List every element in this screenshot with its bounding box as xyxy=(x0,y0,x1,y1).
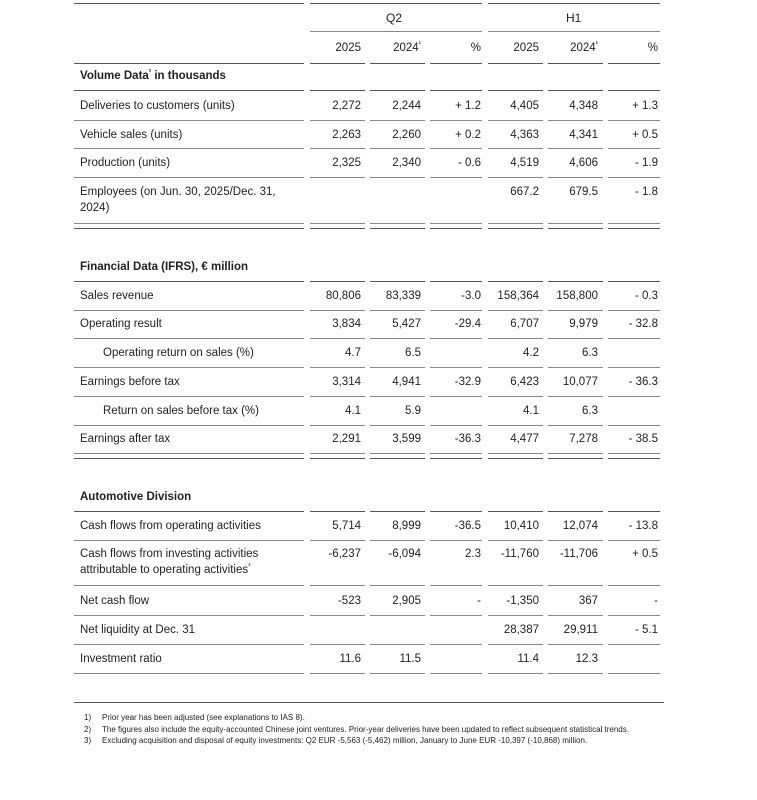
footnote-text: The figures also include the equity-accounted Chinese joint ventures. Prior-year deliveries have been updated to reflect subsequent statistical trends. xyxy=(102,724,629,734)
row-line-seg-3 xyxy=(430,644,482,645)
header-top-line-h1 xyxy=(488,3,660,4)
row-line-seg-5 xyxy=(548,644,603,645)
row-line-seg-1 xyxy=(310,425,365,426)
row-line-seg-3 xyxy=(430,310,482,311)
row-line-seg-0 xyxy=(74,310,304,311)
table-cell: -32.9 xyxy=(454,376,481,388)
row-line-seg-6 xyxy=(608,585,660,586)
row-line-seg-2 xyxy=(370,615,425,616)
section-title-line-seg-4 xyxy=(488,511,543,512)
row-line-seg-0 xyxy=(74,367,304,368)
header-bottom-line-seg-6 xyxy=(608,63,660,64)
row-line-seg-6 xyxy=(608,396,660,397)
table-cell: - xyxy=(477,595,481,607)
table-cell: 5,427 xyxy=(392,318,421,330)
row-label: Employees (on Jun. 30, 2025/Dec. 31, 2024) xyxy=(80,186,276,214)
table-cell: 2,340 xyxy=(392,157,421,169)
table-cell: 158,800 xyxy=(556,290,598,302)
row-line-seg-3 xyxy=(430,453,482,454)
footnotes-top-line xyxy=(74,702,664,703)
table-cell: 11.4 xyxy=(517,653,539,665)
row-label: Earnings after tax xyxy=(80,433,171,445)
table-cell: -29.4 xyxy=(454,318,481,330)
row-line-seg-0 xyxy=(74,615,304,616)
row-line-seg-2 xyxy=(370,223,425,224)
footnote-text: Excluding acquisition and disposal of equity investments: Q2 EUR -5,563 (-5,462) million, January to June EUR -10,397 (-10,868) million. xyxy=(102,736,588,745)
table-cell: 9,979 xyxy=(569,318,598,330)
row-line-seg-0 xyxy=(74,223,304,224)
row-line-seg-6 xyxy=(608,644,660,645)
table-cell: -1,350 xyxy=(506,595,539,607)
table-cell: -3.0 xyxy=(461,290,481,302)
row-label: Sales revenue xyxy=(80,290,154,302)
section-title: Automotive Division xyxy=(80,491,192,503)
section-gap-line-seg-1 xyxy=(310,458,365,459)
row-line-seg-3 xyxy=(430,673,482,674)
row-line-seg-1 xyxy=(310,120,365,121)
table-cell: -6,094 xyxy=(388,548,421,560)
row-line-seg-3 xyxy=(430,615,482,616)
row-line-seg-1 xyxy=(310,453,365,454)
row-line-seg-5 xyxy=(548,425,603,426)
section-gap-line-seg-2 xyxy=(370,458,425,459)
section-gap-line-seg-0 xyxy=(74,458,304,459)
column-header-3: 2025 xyxy=(513,42,539,54)
row-line-seg-5 xyxy=(548,177,603,178)
header-bottom-line-seg-0 xyxy=(74,63,304,64)
table-cell: 3,834 xyxy=(332,318,361,330)
row-label: Earnings before tax xyxy=(80,376,180,388)
row-line-seg-4 xyxy=(488,585,543,586)
table-cell: 6,423 xyxy=(510,376,539,388)
row-label: Vehicle sales (units) xyxy=(80,129,183,141)
row-line-seg-5 xyxy=(548,396,603,397)
row-line-seg-1 xyxy=(310,338,365,339)
row-line-seg-4 xyxy=(488,310,543,311)
table-cell: + 0.5 xyxy=(632,129,658,141)
table-cell: 4,363 xyxy=(510,129,539,141)
row-line-seg-0 xyxy=(74,453,304,454)
row-line-seg-1 xyxy=(310,223,365,224)
section-title-line-seg-1 xyxy=(310,90,365,91)
table-cell: 3,599 xyxy=(392,433,421,445)
table-cell: 29,911 xyxy=(563,624,598,636)
table-cell: - 0.3 xyxy=(634,290,658,302)
table-cell: 11.5 xyxy=(399,653,421,665)
table-cell: + 0.2 xyxy=(455,129,481,141)
table-cell: -36.3 xyxy=(454,433,481,445)
row-line-seg-6 xyxy=(608,453,660,454)
row-line-seg-4 xyxy=(488,148,543,149)
row-line-seg-0 xyxy=(74,644,304,645)
row-line-seg-4 xyxy=(488,615,543,616)
row-line-seg-5 xyxy=(548,148,603,149)
row-line-seg-6 xyxy=(608,148,660,149)
row-line-seg-5 xyxy=(548,673,603,674)
table-cell: - 0.6 xyxy=(457,157,481,169)
table-cell: 6.3 xyxy=(582,347,598,359)
row-line-seg-5 xyxy=(548,120,603,121)
table-cell: 2,272 xyxy=(332,100,361,112)
row-line-seg-3 xyxy=(430,338,482,339)
header-mid-line-h1 xyxy=(488,31,660,32)
table-cell: 5,714 xyxy=(332,520,361,532)
header-bottom-line-seg-3 xyxy=(430,63,482,64)
table-cell: 8,999 xyxy=(392,520,421,532)
table-cell: 4,519 xyxy=(510,157,539,169)
table-cell: -523 xyxy=(337,595,361,607)
row-label: Net cash flow xyxy=(80,595,150,607)
table-cell: 10,077 xyxy=(562,376,598,388)
table-cell: 3,314 xyxy=(332,376,361,388)
section-title-line-seg-4 xyxy=(488,90,543,91)
row-line-seg-6 xyxy=(608,223,660,224)
row-line-seg-0 xyxy=(74,338,304,339)
table-cell: 11.6 xyxy=(339,653,361,665)
row-line-seg-2 xyxy=(370,338,425,339)
table-cell: 4,941 xyxy=(392,376,421,388)
row-line-seg-6 xyxy=(608,338,660,339)
row-line-seg-2 xyxy=(370,644,425,645)
row-line-seg-6 xyxy=(608,120,660,121)
table-cell: 2,263 xyxy=(332,129,361,141)
footnote-text: Prior year has been adjusted (see explanations to IAS 8). xyxy=(102,713,305,722)
table-cell: 5.9 xyxy=(405,405,421,417)
table-cell: 2,260 xyxy=(392,129,421,141)
row-line-seg-4 xyxy=(488,223,543,224)
section-title: Financial Data (IFRS), € million xyxy=(80,261,249,273)
column-header-1: $2024^{^1}$ xyxy=(393,41,421,54)
row-line-seg-1 xyxy=(310,644,365,645)
row-label: Deliveries to customers (units) xyxy=(80,100,235,112)
row-line-seg-5 xyxy=(548,540,603,541)
header-top-line-label xyxy=(74,3,304,4)
row-line-seg-4 xyxy=(488,673,543,674)
row-line-seg-6 xyxy=(608,615,660,616)
header-bottom-line-seg-1 xyxy=(310,63,365,64)
row-line-seg-3 xyxy=(430,367,482,368)
table-cell: 667.2 xyxy=(510,186,539,198)
row-line-seg-5 xyxy=(548,615,603,616)
section-title-line-seg-5 xyxy=(548,281,603,282)
row-line-seg-4 xyxy=(488,540,543,541)
row-line-seg-0 xyxy=(74,673,304,674)
row-line-seg-2 xyxy=(370,396,425,397)
section-title-line-seg-4 xyxy=(488,281,543,282)
section-gap-line-seg-0 xyxy=(74,228,304,229)
row-line-seg-5 xyxy=(548,367,603,368)
section-title-line-seg-0 xyxy=(74,90,304,91)
section-gap-line-seg-2 xyxy=(370,228,425,229)
row-label: Net liquidity at Dec. 31 xyxy=(80,624,196,636)
table-cell: 28,387 xyxy=(503,624,539,636)
row-label: Investment ratio xyxy=(80,653,162,665)
row-line-seg-6 xyxy=(608,425,660,426)
row-label: Production (units) xyxy=(80,157,171,169)
row-line-seg-6 xyxy=(608,367,660,368)
table-cell: 83,339 xyxy=(385,290,421,302)
row-line-seg-2 xyxy=(370,540,425,541)
section-title-line-seg-5 xyxy=(548,90,603,91)
row-line-seg-1 xyxy=(310,540,365,541)
row-line-seg-3 xyxy=(430,120,482,121)
row-line-seg-2 xyxy=(370,148,425,149)
row-line-seg-0 xyxy=(74,120,304,121)
section-title-line-seg-3 xyxy=(430,511,482,512)
table-cell: 6,707 xyxy=(510,318,539,330)
row-line-seg-1 xyxy=(310,396,365,397)
section-gap-line-seg-3 xyxy=(430,228,482,229)
section-title-line-seg-1 xyxy=(310,281,365,282)
row-line-seg-2 xyxy=(370,367,425,368)
column-header-5: % xyxy=(647,42,658,54)
row-line-seg-4 xyxy=(488,338,543,339)
section-title-line-seg-3 xyxy=(430,281,482,282)
table-cell: 158,364 xyxy=(497,290,539,302)
section-gap-line-seg-5 xyxy=(548,228,603,229)
row-line-seg-4 xyxy=(488,644,543,645)
table-cell: 4.1 xyxy=(523,405,539,417)
row-line-seg-4 xyxy=(488,396,543,397)
row-line-seg-2 xyxy=(370,120,425,121)
section-title-line-seg-6 xyxy=(608,511,660,512)
row-line-seg-4 xyxy=(488,120,543,121)
row-line-seg-0 xyxy=(74,396,304,397)
header-bottom-line-seg-2 xyxy=(370,63,425,64)
row-label: Cash flows from investing activities attributable to operating activities$^{^3}$ xyxy=(80,548,259,576)
row-line-seg-3 xyxy=(430,223,482,224)
footnote-number: 2) xyxy=(84,724,92,734)
row-line-seg-4 xyxy=(488,177,543,178)
section-title-line-seg-2 xyxy=(370,511,425,512)
section-title-line-seg-6 xyxy=(608,281,660,282)
row-label: Operating return on sales (%) xyxy=(103,347,254,359)
header-bottom-line-seg-4 xyxy=(488,63,543,64)
section-title-line-seg-5 xyxy=(548,511,603,512)
section-title-line-seg-6 xyxy=(608,90,660,91)
row-line-seg-0 xyxy=(74,585,304,586)
table-cell: 4,405 xyxy=(510,100,539,112)
row-line-seg-2 xyxy=(370,585,425,586)
row-line-seg-1 xyxy=(310,673,365,674)
header-bottom-line-seg-5 xyxy=(548,63,603,64)
table-cell: - 36.3 xyxy=(628,376,658,388)
table-cell: 80,806 xyxy=(325,290,361,302)
row-label: Operating result xyxy=(80,318,162,330)
row-label: Return on sales before tax (%) xyxy=(103,405,259,417)
row-line-seg-3 xyxy=(430,177,482,178)
row-line-seg-3 xyxy=(430,540,482,541)
footnote-2 xyxy=(80,725,665,736)
table-cell: -36.5 xyxy=(454,520,481,532)
table-cell: -6,237 xyxy=(328,548,361,560)
row-line-seg-1 xyxy=(310,367,365,368)
table-cell: - 32.8 xyxy=(628,318,658,330)
section-title-line-seg-2 xyxy=(370,90,425,91)
row-line-seg-4 xyxy=(488,367,543,368)
table-cell: 4,348 xyxy=(569,100,598,112)
section-gap-line-seg-1 xyxy=(310,228,365,229)
table-cell: 6.3 xyxy=(582,405,598,417)
table-cell: 2,905 xyxy=(392,595,421,607)
row-line-seg-6 xyxy=(608,673,660,674)
table-cell: - 13.8 xyxy=(628,520,658,532)
table-cell: 4,606 xyxy=(569,157,598,169)
row-line-seg-6 xyxy=(608,177,660,178)
footnote-1 xyxy=(80,713,665,724)
header-top-line-q2 xyxy=(310,3,482,4)
header-mid-line-q2 xyxy=(310,31,482,32)
row-line-seg-1 xyxy=(310,615,365,616)
row-line-seg-0 xyxy=(74,148,304,149)
row-line-seg-3 xyxy=(430,396,482,397)
table-cell: + 1.2 xyxy=(455,100,481,112)
section-gap-line-seg-4 xyxy=(488,458,543,459)
table-cell: 4,341 xyxy=(569,129,598,141)
table-cell: 12.3 xyxy=(575,653,598,665)
column-header-2: % xyxy=(470,42,481,54)
row-line-seg-0 xyxy=(74,177,304,178)
table-cell: 2,244 xyxy=(392,100,421,112)
table-cell: 12,074 xyxy=(562,520,598,532)
row-line-seg-5 xyxy=(548,453,603,454)
table-cell: - 1.8 xyxy=(634,186,658,198)
section-title-line-seg-3 xyxy=(430,90,482,91)
table-cell: 679.5 xyxy=(569,186,598,198)
table-cell: 7,278 xyxy=(569,433,598,445)
row-line-seg-2 xyxy=(370,673,425,674)
section-gap-line-seg-6 xyxy=(608,458,660,459)
row-label: Cash flows from operating activities xyxy=(80,520,261,532)
table-cell: - xyxy=(654,595,658,607)
q2-group-header: Q2 xyxy=(386,11,403,25)
row-line-seg-1 xyxy=(310,177,365,178)
row-line-seg-5 xyxy=(548,310,603,311)
table-cell: - 38.5 xyxy=(628,433,658,445)
row-line-seg-3 xyxy=(430,425,482,426)
row-line-seg-1 xyxy=(310,585,365,586)
table-cell: 2.3 xyxy=(465,548,481,560)
table-cell: -11,706 xyxy=(559,548,598,560)
row-line-seg-5 xyxy=(548,585,603,586)
footnote-3 xyxy=(80,736,665,747)
section-gap-line-seg-3 xyxy=(430,458,482,459)
row-line-seg-4 xyxy=(488,425,543,426)
section-gap-line-seg-6 xyxy=(608,228,660,229)
table-cell: - 5.1 xyxy=(634,624,658,636)
table-cell: 4,477 xyxy=(510,433,539,445)
table-cell: + 1.3 xyxy=(632,100,658,112)
row-line-seg-0 xyxy=(74,540,304,541)
table-cell: 2,325 xyxy=(332,157,361,169)
row-line-seg-2 xyxy=(370,453,425,454)
table-cell: 2,291 xyxy=(332,433,361,445)
section-title-line-seg-2 xyxy=(370,281,425,282)
table-cell: 4.7 xyxy=(345,347,361,359)
row-line-seg-3 xyxy=(430,585,482,586)
table-cell: 4.2 xyxy=(523,347,539,359)
row-line-seg-0 xyxy=(74,425,304,426)
section-title: Volume Data$^{^2}$ in thousands xyxy=(80,69,226,82)
row-line-seg-2 xyxy=(370,425,425,426)
section-title-line-seg-1 xyxy=(310,511,365,512)
table-cell: + 0.5 xyxy=(632,548,658,560)
row-line-seg-6 xyxy=(608,310,660,311)
section-gap-line-seg-4 xyxy=(488,228,543,229)
row-line-seg-5 xyxy=(548,223,603,224)
section-title-line-seg-0 xyxy=(74,281,304,282)
column-header-4: $2024^{^1}$ xyxy=(570,41,598,54)
row-line-seg-1 xyxy=(310,148,365,149)
row-line-seg-2 xyxy=(370,177,425,178)
table-cell: 10,410 xyxy=(503,520,539,532)
table-cell: 367 xyxy=(578,595,598,607)
h1-group-header: H1 xyxy=(566,11,582,25)
footnote-number: 1) xyxy=(84,713,92,722)
table-cell: 6.5 xyxy=(405,347,421,359)
row-line-seg-3 xyxy=(430,148,482,149)
row-line-seg-2 xyxy=(370,310,425,311)
row-line-seg-6 xyxy=(608,540,660,541)
section-gap-line-seg-5 xyxy=(548,458,603,459)
row-line-seg-4 xyxy=(488,453,543,454)
section-title-line-seg-0 xyxy=(74,511,304,512)
footnotes xyxy=(80,713,665,748)
column-header-0: 2025 xyxy=(335,42,361,54)
row-line-seg-5 xyxy=(548,338,603,339)
table-cell: -11,760 xyxy=(500,548,539,560)
table-cell: 4.1 xyxy=(345,405,361,417)
table-cell: - 1.9 xyxy=(634,157,658,169)
row-line-seg-1 xyxy=(310,310,365,311)
footnote-number: 3) xyxy=(84,736,92,745)
